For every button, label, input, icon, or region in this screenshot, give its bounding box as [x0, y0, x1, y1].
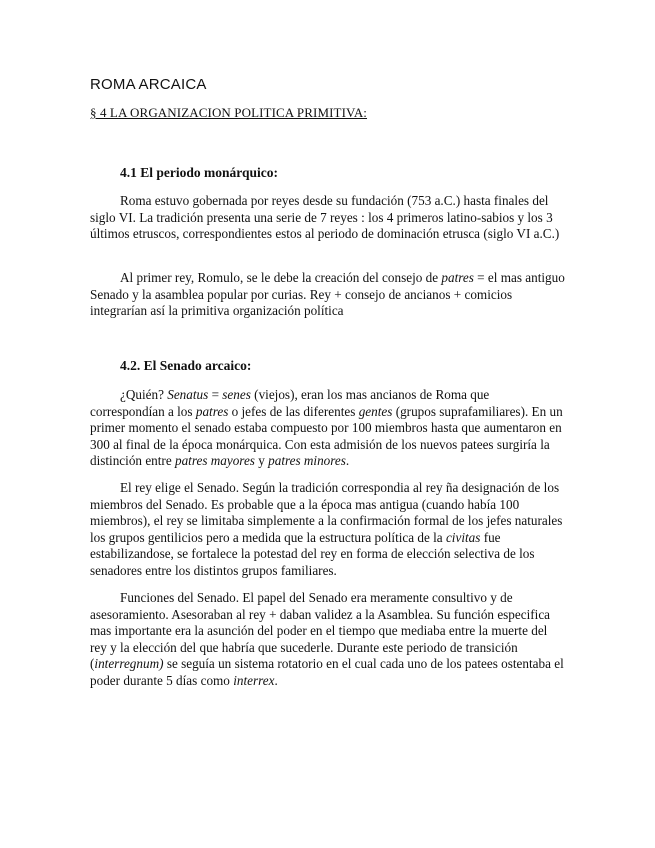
section-title: § 4 LA ORGANIZACION POLITICA PRIMITIVA:: [90, 105, 368, 120]
paragraph: El rey elige el Senado. Según la tradición correspondia al rey ña designación de los miembros del Senado. Es probable que a la época mas antigua (cuando había 100 miembros), el rey se limitaba simplemente a la confirmación formal de los jefes naturales los grupos gentilicios pero a medida que la estructura política de la civitas fue estabilizandose, se fortalece la potestad del rey en forma de elección selectiva de los senadores entre los distintos grupos familiares.: [90, 480, 563, 578]
heading-periodo-monarquico: 4.1 El periodo monárquico:: [120, 165, 279, 180]
heading-senado-arcaico: 4.2. El Senado arcaico:: [120, 358, 252, 373]
page-title: ROMA ARCAICA: [90, 76, 207, 93]
paragraph: ¿Quién? Senatus = senes (viejos), eran los mas ancianos de Roma que correspondían a los patres o jefes de las diferentes gentes (grupos suprafamiliares). En un primer momento el senado estaba compuesto por 100 miembros hasta que aumentaron en 300 al final de la época monárquica. Con esta admisión de los nuevos patees surgiría la distinción entre patres mayores y patres minores.: [90, 387, 563, 468]
paragraph: Al primer rey, Romulo, se le debe la creación del consejo de patres = el mas antiguo Senado y la asamblea popular por curias. Rey + consejo de ancianos + comicios integrarían así la primitiva organización política: [90, 270, 565, 318]
paragraph: Roma estuvo gobernada por reyes desde su fundación (753 a.C.) hasta finales del siglo VI. La tradición presenta una serie de 7 reyes : los 4 primeros latino-sabios y los 3 últimos etruscos, correspondientes estos al periodo de dominación etrusca (siglo VI a.C.): [90, 193, 560, 241]
paragraph: Funciones del Senado. El papel del Senado era meramente consultivo y de asesoramiento. Asesoraban al rey + daban validez a la Asamblea. Su función especifica mas importante era la asunción del poder en el tiempo que mediaba entre la muerte del rey y la elección del que habría que sucederle. Durante este periodo de transición (interregnum) se seguía un sistema rotatorio en el cual cada uno de los patees ostentaba el poder durante 5 días como interrex.: [90, 590, 564, 688]
